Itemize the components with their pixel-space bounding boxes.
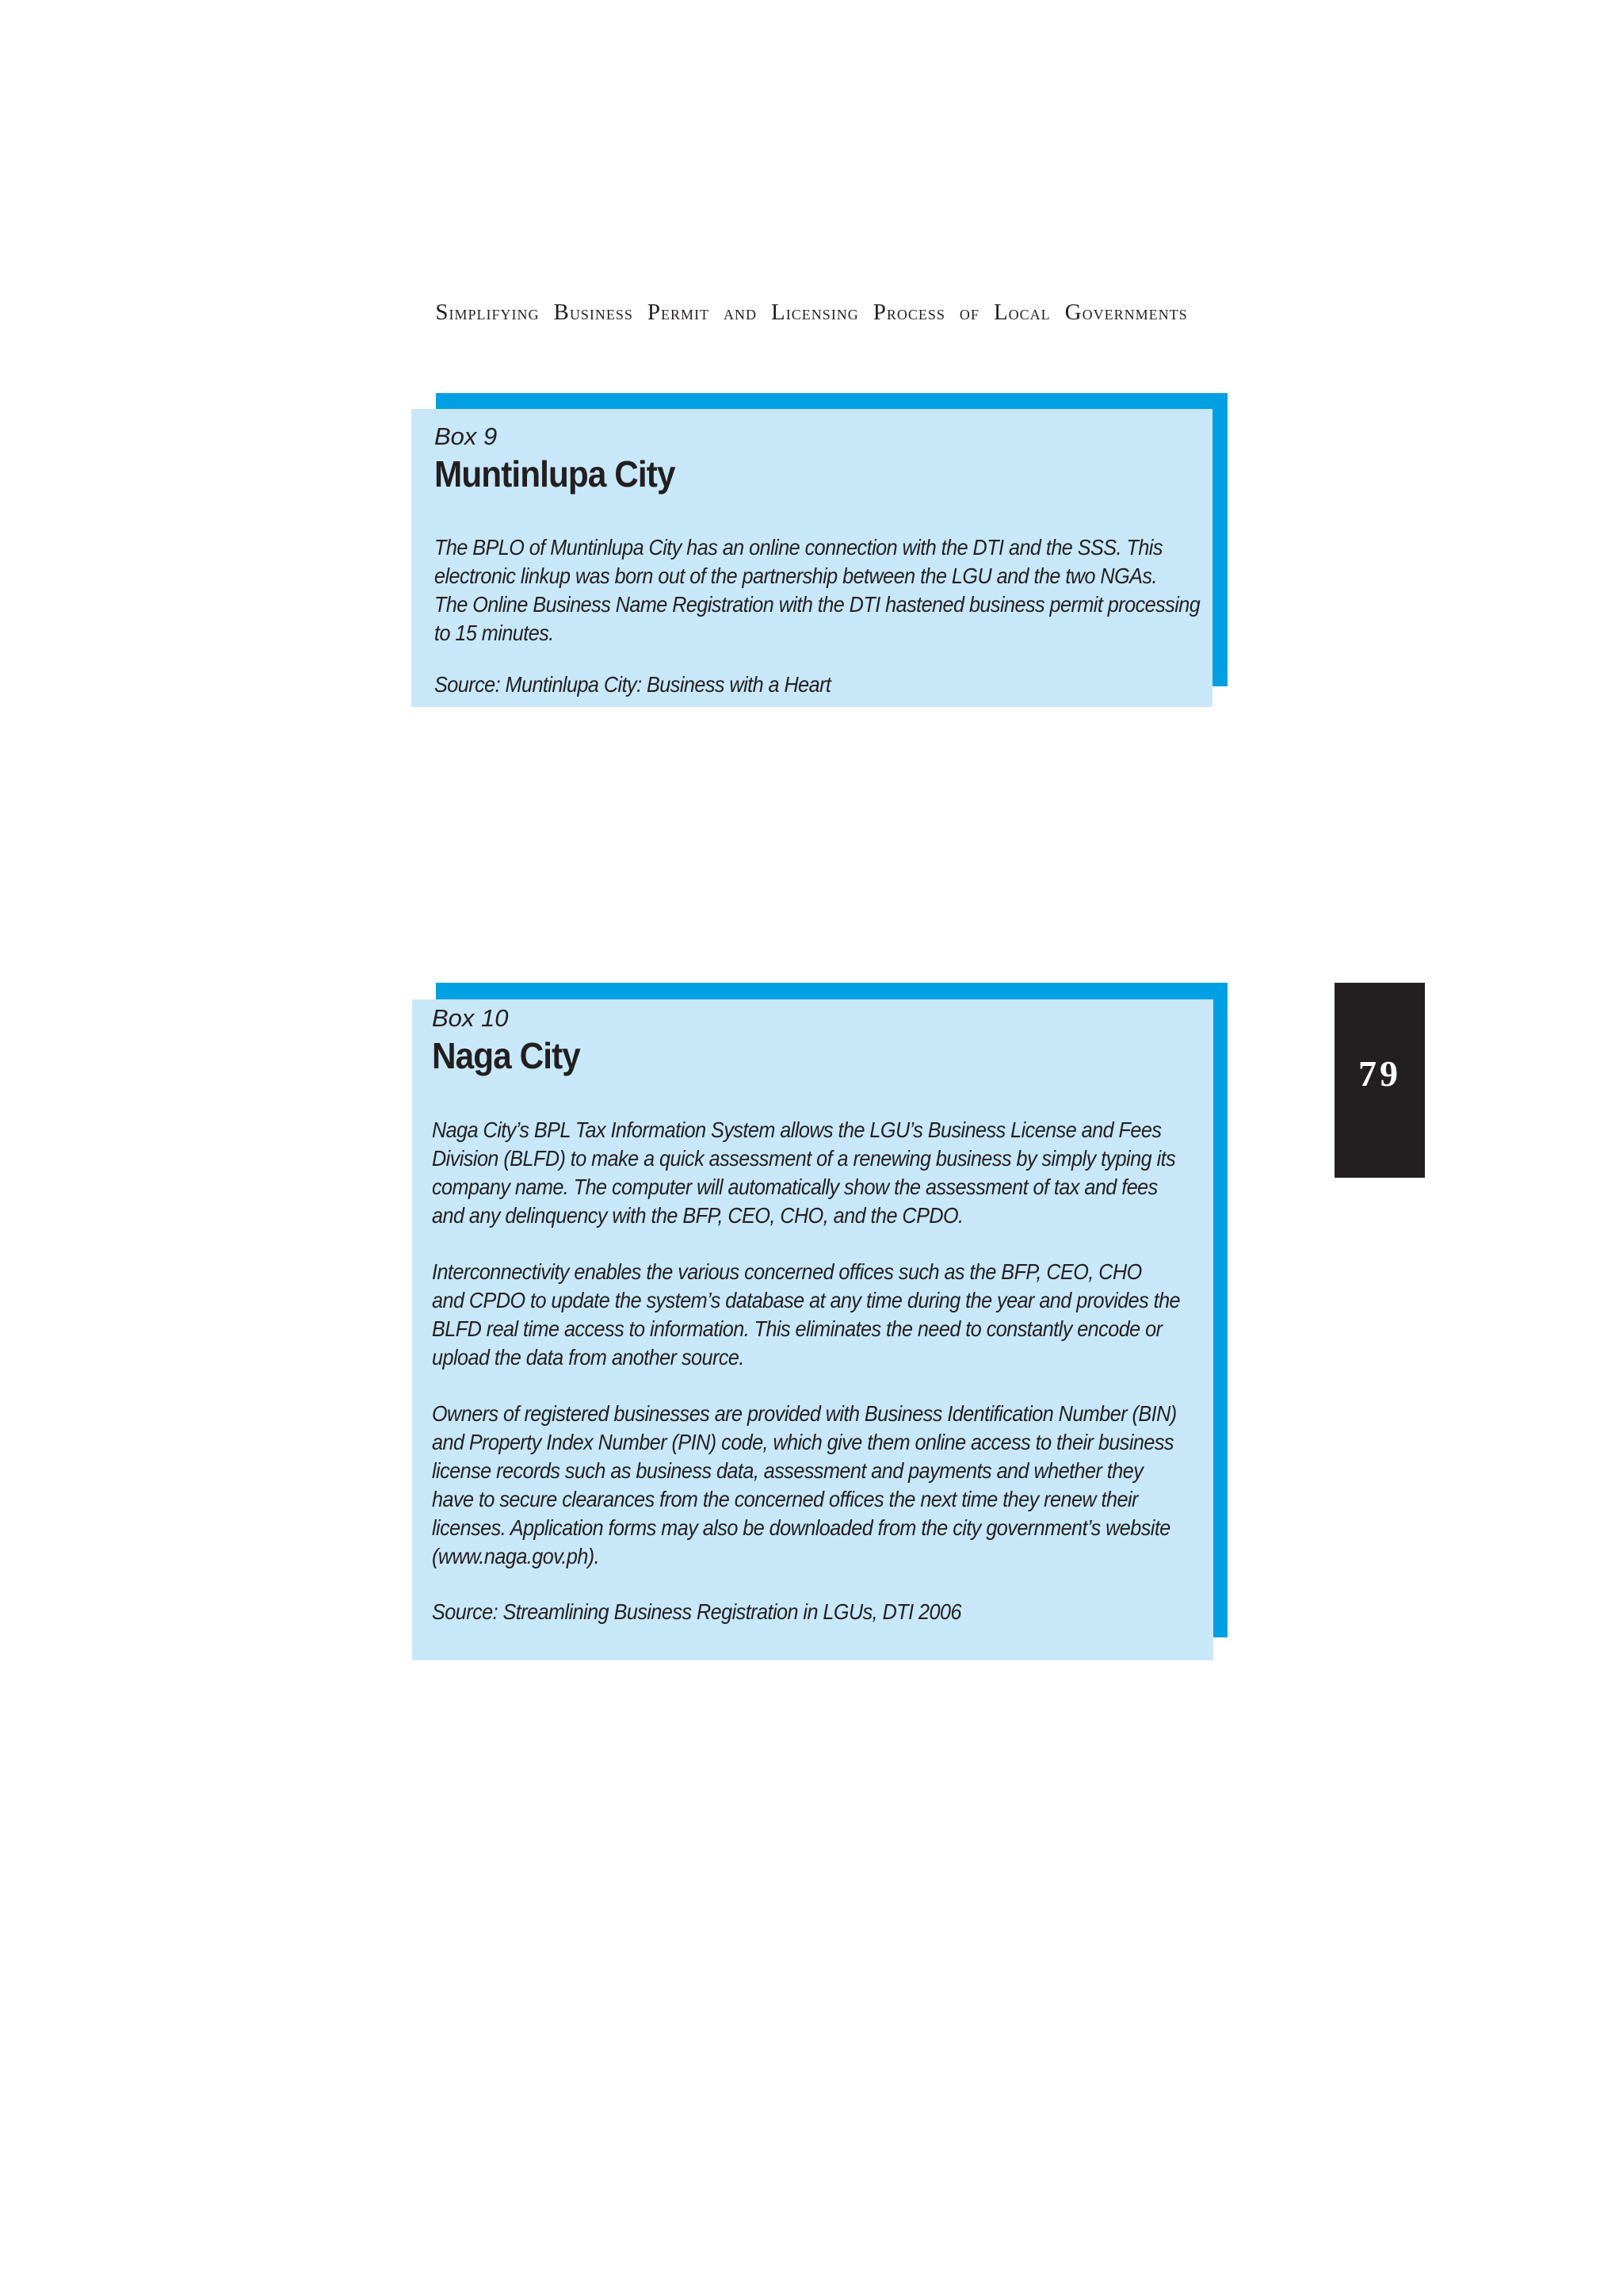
box9-source: Source: Muntinlupa City: Business with a Heart — [434, 672, 831, 697]
header-word: Local — [993, 300, 1051, 325]
box9-line: The Online Business Name Registration with the DTI hastened business permit processing — [434, 592, 1201, 617]
header-word: Process — [873, 300, 945, 325]
box9-line: The BPLO of Muntinlupa City has an online connection with the DTI and the SSS. This — [434, 535, 1163, 560]
box9-label: Box 9 — [434, 422, 498, 450]
header-word: Business — [553, 300, 633, 325]
box10-line: and CPDO to update the system’s database at any time during the year and provides the — [432, 1288, 1181, 1312]
box9-panel — [411, 409, 1212, 707]
header-word: of — [959, 303, 980, 324]
box9-line: electronic linkup was born out of the partnership between the LGU and the two NGAs. — [434, 563, 1157, 588]
box10-paragraph-1 — [432, 1116, 1216, 1230]
header-word: Licensing — [771, 300, 859, 325]
box10-label: Box 10 — [432, 1004, 509, 1032]
box9-paragraph — [434, 533, 1226, 648]
header-word: Simplifying — [435, 300, 540, 325]
box10-line: (www.naga.gov.ph). — [432, 1544, 600, 1568]
box10-line: and Property Index Number (PIN) code, which give them online access to their business — [432, 1430, 1174, 1454]
box10-line: Owners of registered businesses are provided with Business Identification Number (BIN) — [432, 1401, 1177, 1426]
box9-title: Muntinlupa City — [434, 453, 675, 495]
box10-line: have to secure clearances from the concerned offices the next time they renew their — [432, 1487, 1138, 1511]
running-header — [0, 300, 1623, 326]
box10-line: and any delinquency with the BFP, CEO, CHO, and the CPDO. — [432, 1203, 964, 1228]
box10-line: company name. The computer will automatically show the assessment of tax and fees — [432, 1175, 1158, 1199]
box10-paragraph-2 — [432, 1258, 1216, 1372]
box10-line: Division (BLFD) to make a quick assessment of a renewing business by simply typing its — [432, 1146, 1176, 1171]
box10-panel — [412, 999, 1213, 1660]
box10-line: license records such as business data, assessment and payments and whether they — [432, 1458, 1144, 1483]
box10-source: Source: Streamlining Business Registration in LGUs, DTI 2006 — [432, 1599, 961, 1624]
box9-line: to 15 minutes. — [434, 621, 554, 645]
box10-line: licenses. Application forms may also be downloaded from the city government’s website — [432, 1515, 1170, 1540]
header-word: and — [724, 303, 758, 324]
page-number-tab — [1335, 983, 1425, 1178]
box10-title: Naga City — [432, 1035, 580, 1076]
box10-line: Naga City’s BPL Tax Information System allows the LGU’s Business License and Fees — [432, 1117, 1162, 1142]
box10-line: Interconnectivity enables the various concerned offices such as the BFP, CEO, CHO — [432, 1259, 1142, 1284]
header-word: Governments — [1064, 300, 1188, 325]
box10-line: upload the data from another source. — [432, 1345, 744, 1370]
page-number: 79 — [1358, 1053, 1401, 1094]
box10-paragraph-3 — [432, 1400, 1216, 1571]
box10-line: BLFD real time access to information. This eliminates the need to constantly encode or — [432, 1316, 1163, 1341]
header-word: Permit — [647, 300, 710, 325]
